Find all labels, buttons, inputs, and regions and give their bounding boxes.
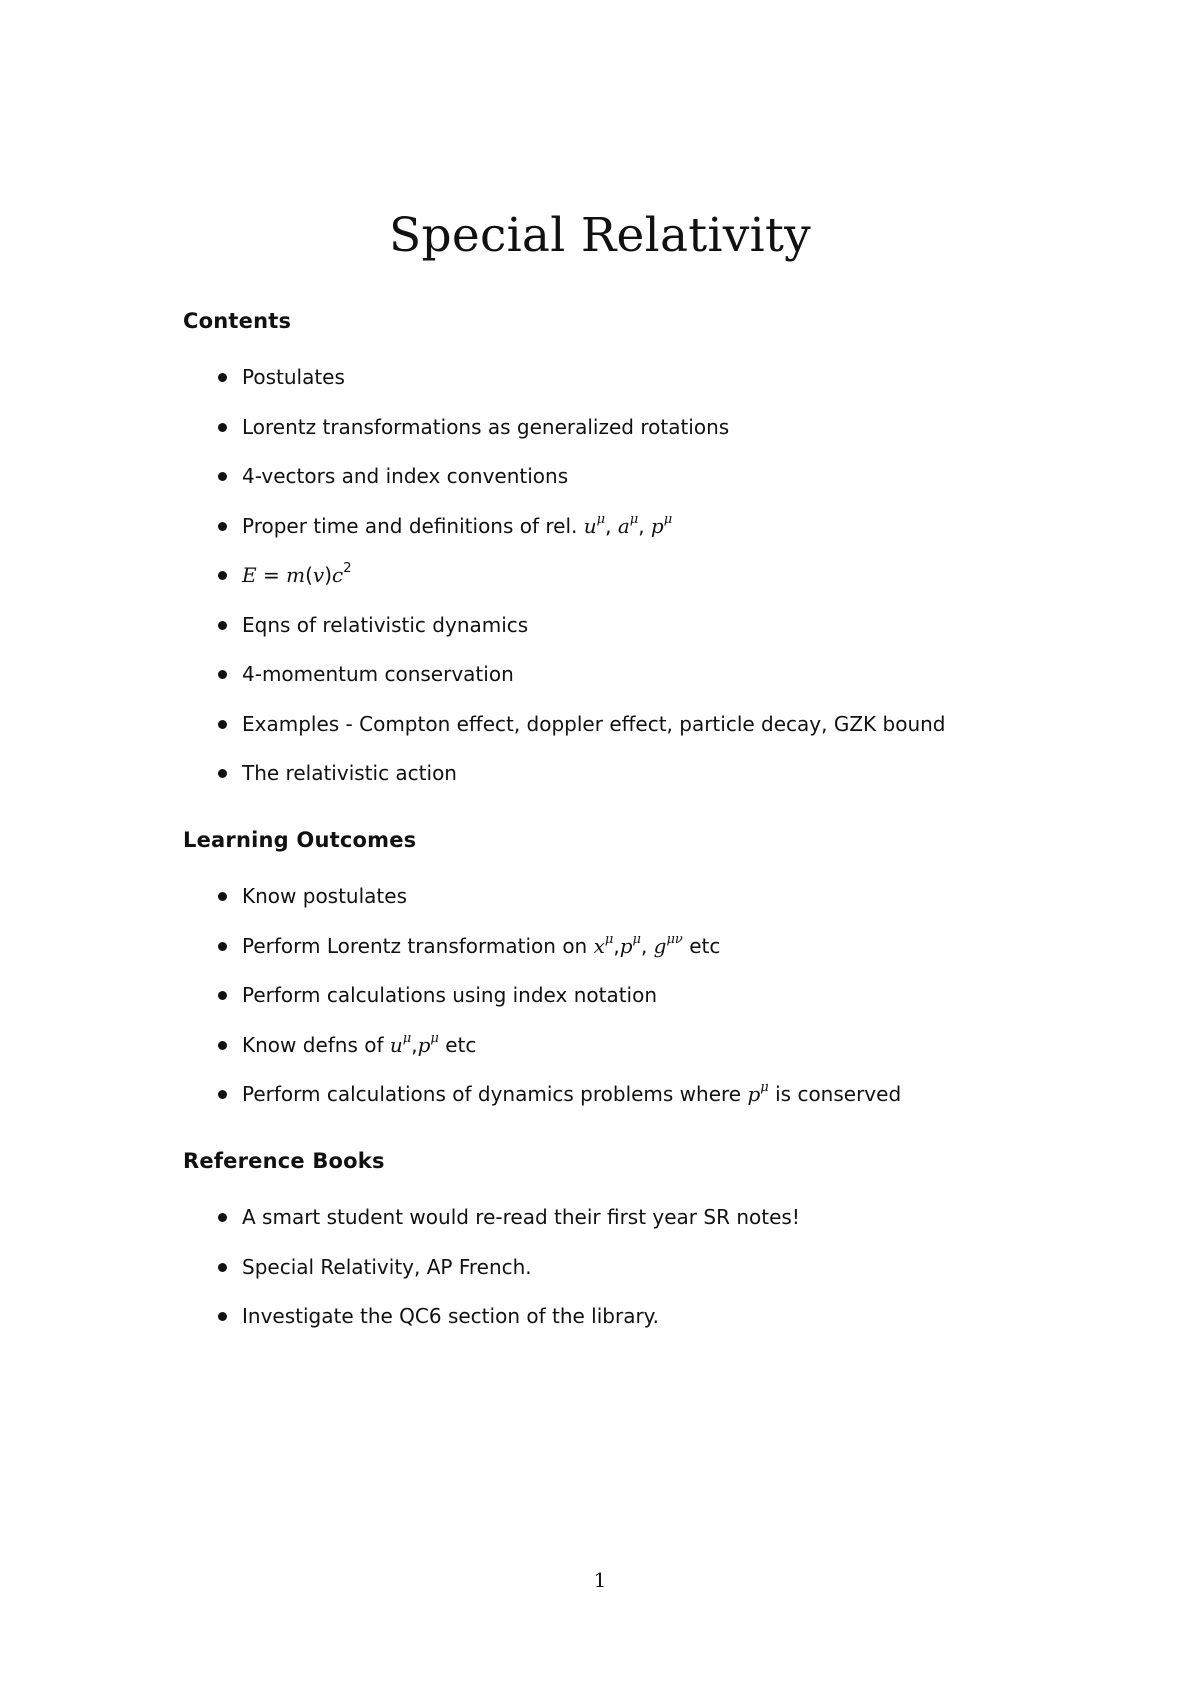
bullet-icon	[218, 621, 227, 630]
list-item	[183, 881, 1083, 931]
section-heading-references: Reference Books	[183, 1149, 385, 1173]
item-text: Know defns of	[242, 1032, 384, 1057]
math-var: p	[747, 1082, 761, 1106]
page-title: Special Relativity	[388, 208, 812, 263]
list-item	[183, 980, 1083, 1030]
section-heading-outcomes: Learning Outcomes	[183, 828, 417, 852]
math-sup: μ	[760, 1080, 769, 1096]
math-sup: μ	[402, 1030, 412, 1046]
item-text: Perform calculations of dynamics problems where	[242, 1082, 742, 1106]
math-sup: μ	[596, 511, 606, 527]
list-item	[183, 461, 1083, 511]
math-var: v	[312, 563, 325, 587]
item-text: A smart student would re-read their first year SR notes!	[242, 1205, 800, 1229]
bullet-icon	[218, 942, 227, 951]
math-sup: μ	[663, 511, 673, 527]
bullet-icon	[218, 423, 227, 432]
bullet-icon	[218, 373, 227, 382]
item-text: Know postulates	[242, 884, 407, 908]
math-sup: μν	[666, 931, 683, 947]
math-var: E	[242, 563, 257, 587]
math-var: a	[617, 513, 630, 538]
item-text: Special Relativity, AP French.	[242, 1254, 532, 1279]
contents-section	[183, 306, 1083, 808]
math-var: x	[593, 933, 605, 958]
list-item	[183, 659, 1083, 709]
list-item: Know defns of $u^\mu,p^\mu$ etc	[183, 1030, 1083, 1080]
item-text: Eqns of relativistic dynamics	[242, 612, 529, 637]
list-item	[183, 1252, 1083, 1302]
math-sup: μ	[632, 931, 641, 947]
bullet-icon	[218, 769, 227, 778]
item-text: Perform calculations using index notation	[242, 983, 658, 1007]
list-item	[183, 1301, 1083, 1351]
math-sup: μ	[430, 1030, 439, 1046]
math-sup: μ	[629, 511, 639, 527]
bullet-icon	[218, 1213, 227, 1222]
item-suffix: etc	[445, 1032, 477, 1057]
bullet-icon	[218, 522, 227, 531]
bullet-icon	[218, 1312, 227, 1321]
references-list	[183, 1202, 1083, 1351]
bullet-icon	[218, 720, 227, 729]
list-item	[183, 362, 1083, 412]
math-var: u	[583, 513, 597, 538]
item-suffix: etc	[689, 933, 721, 958]
list-item	[183, 1202, 1083, 1252]
math-paren: )	[324, 563, 332, 587]
list-item: Perform Lorentz transformation on $x^\mu,p^\mu$, $g^{\mu\nu}$ etc	[183, 931, 1083, 981]
item-text: Postulates	[242, 365, 345, 389]
contents-list	[183, 362, 1083, 808]
math-var: c	[332, 563, 344, 587]
item-text: 4-momentum conservation	[242, 662, 514, 686]
item-suffix: is conserved	[775, 1082, 902, 1106]
section-heading-contents: Contents	[183, 309, 292, 333]
outcomes-list	[183, 881, 1083, 1129]
bullet-icon	[218, 1263, 227, 1272]
math-op: =	[256, 563, 287, 587]
math-var: g	[653, 933, 667, 958]
item-text: Lorentz transformations as generalized rotations	[242, 414, 730, 439]
bullet-icon	[218, 1090, 227, 1099]
list-item	[183, 758, 1083, 808]
math-var: u	[389, 1032, 403, 1057]
list-item: Proper time and definitions of rel. $u^\mu$, $a^\mu$, $p^\mu$	[183, 511, 1083, 561]
list-item	[183, 560, 1083, 610]
math-paren: (	[305, 563, 313, 587]
list-item	[183, 709, 1083, 759]
references-section	[183, 1146, 1083, 1351]
item-text: Proper time and definitions of rel.	[242, 513, 578, 538]
bullet-icon	[218, 991, 227, 1000]
item-text: The relativistic action	[242, 761, 457, 785]
item-text: Perform Lorentz transformation on	[242, 933, 588, 958]
item-text: Examples - Compton effect, doppler effect, particle decay, GZK bound	[242, 711, 946, 736]
item-text: 4-vectors and index conventions	[242, 464, 569, 488]
item-text: Investigate the QC6 section of the library.	[242, 1304, 660, 1328]
page-number: 1	[593, 1568, 607, 1592]
bullet-icon	[218, 892, 227, 901]
math-var: p	[619, 933, 633, 958]
bullet-icon	[218, 571, 227, 580]
list-item	[183, 610, 1083, 660]
math-sup: 2	[343, 561, 352, 577]
math-var: m	[286, 563, 306, 587]
math-var: p	[650, 513, 664, 538]
math-sup: μ	[604, 931, 614, 947]
bullet-icon	[218, 1041, 227, 1050]
bullet-icon	[218, 670, 227, 679]
bullet-icon	[218, 472, 227, 481]
list-item	[183, 1079, 1083, 1129]
list-item	[183, 412, 1083, 462]
math-var: p	[417, 1032, 431, 1057]
outcomes-section	[183, 825, 1083, 1129]
